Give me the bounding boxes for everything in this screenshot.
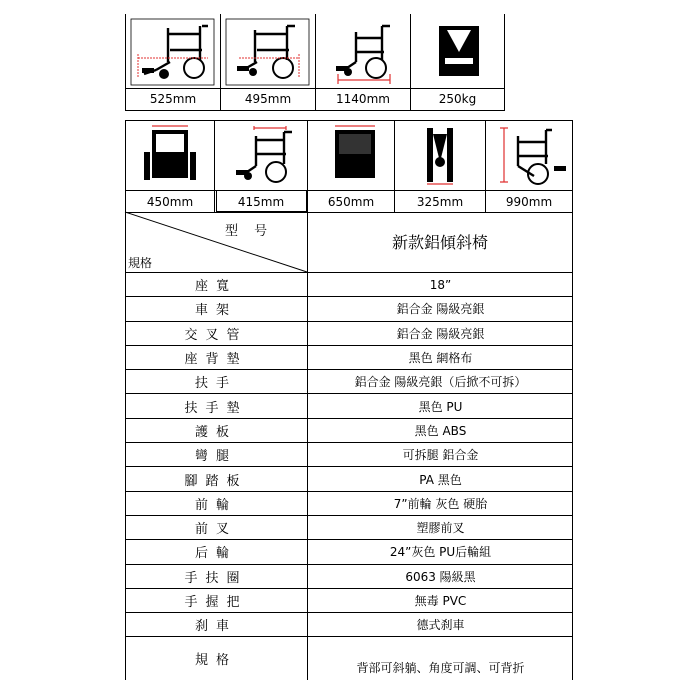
wheelchair-side-length-icon bbox=[225, 18, 310, 86]
table-row bbox=[125, 395, 573, 419]
spec-name: 腳踏板 bbox=[184, 473, 248, 489]
spec-name: 護板 bbox=[194, 424, 237, 440]
spec-name: 扶手 bbox=[194, 376, 237, 392]
spec-name: 前輪 bbox=[194, 497, 237, 513]
spec-value: 黑色 PU bbox=[418, 399, 463, 414]
spec-name: 車架 bbox=[194, 303, 237, 319]
spec-value: 6063 陽級黑 bbox=[405, 569, 476, 584]
model-label: 型 号 bbox=[225, 224, 274, 239]
spec-value: 18” bbox=[429, 277, 452, 292]
spec-label: 規格 bbox=[128, 256, 153, 270]
spec-value: 塑膠前叉 bbox=[416, 521, 465, 536]
table-row bbox=[125, 443, 573, 467]
wheelchair-folded-icon bbox=[425, 18, 495, 86]
dimension-label: 650mm bbox=[327, 195, 375, 209]
table-row bbox=[125, 565, 573, 589]
table-row bbox=[125, 273, 573, 297]
wheelchair-seat-length-icon bbox=[222, 122, 302, 188]
dimension-label: 250kg bbox=[438, 92, 477, 106]
spec-name: 刹車 bbox=[194, 619, 237, 635]
spec-name: 座寬 bbox=[194, 279, 237, 295]
spec-name: 規格 bbox=[194, 653, 237, 669]
spec-value: 可拆腿 鋁合金 bbox=[402, 448, 479, 463]
dimension-label: 450mm bbox=[146, 195, 194, 209]
spec-value: PA 黑色 bbox=[419, 472, 462, 487]
spec-name: 扶手墊 bbox=[184, 400, 248, 416]
wheelchair-front-width-icon bbox=[140, 122, 200, 188]
spec-name: 前叉 bbox=[194, 522, 237, 538]
table-row bbox=[125, 322, 573, 346]
table-row bbox=[125, 419, 573, 443]
spec-value: 鋁合金 陽級亮銀（后掀不可拆） bbox=[354, 375, 527, 390]
spec-value: 24”灰色 PU后輪組 bbox=[389, 545, 492, 560]
wheelchair-folded-width-icon bbox=[415, 122, 465, 188]
dimension-label: 415mm bbox=[237, 195, 285, 209]
spec-value: 鋁合金 陽級亮銀 bbox=[396, 326, 485, 341]
dimension-label: 990mm bbox=[505, 195, 553, 209]
table-row bbox=[125, 346, 573, 370]
table-row bbox=[125, 467, 573, 491]
spec-value: 黑色 ABS bbox=[414, 423, 467, 438]
spec-value: 鋁合金 陽級亮銀 bbox=[396, 302, 485, 317]
spec-value: 背部可斜躺、角度可調、可背折 bbox=[356, 661, 525, 675]
wheelchair-back-width-icon bbox=[325, 122, 385, 188]
product-name: 新款鋁傾斜椅 bbox=[391, 233, 488, 252]
dimension-label: 325mm bbox=[416, 195, 464, 209]
spec-value: 德式刹車 bbox=[416, 618, 465, 633]
dimension-label: 1140mm bbox=[336, 92, 390, 106]
table-row bbox=[125, 638, 573, 681]
spec-name: 后輪 bbox=[194, 546, 237, 562]
wheelchair-height-icon bbox=[494, 122, 572, 188]
spec-name: 座背墊 bbox=[184, 352, 248, 368]
dimension-label: 495mm bbox=[244, 92, 292, 106]
table-row bbox=[125, 516, 573, 540]
table-row bbox=[125, 492, 573, 516]
wheelchair-seat-depth-icon bbox=[130, 18, 215, 86]
table-row bbox=[125, 370, 573, 394]
spec-name: 交叉管 bbox=[184, 327, 248, 343]
table-row bbox=[125, 297, 573, 321]
table-row bbox=[125, 613, 573, 637]
spec-name: 手握把 bbox=[184, 595, 248, 611]
spec-name: 手扶圈 bbox=[184, 570, 248, 586]
table-row bbox=[125, 589, 573, 613]
spec-value: 7”前輪 灰色 硬胎 bbox=[393, 496, 488, 511]
dimension-label: 525mm bbox=[149, 92, 197, 106]
header-diagonal bbox=[125, 212, 307, 272]
table-row bbox=[125, 540, 573, 564]
wheelchair-total-length-icon bbox=[320, 18, 405, 86]
spec-value: 黑色 網格布 bbox=[408, 351, 473, 366]
spec-name: 彎腿 bbox=[194, 449, 237, 465]
spec-value: 無毒 PVC bbox=[414, 594, 467, 609]
